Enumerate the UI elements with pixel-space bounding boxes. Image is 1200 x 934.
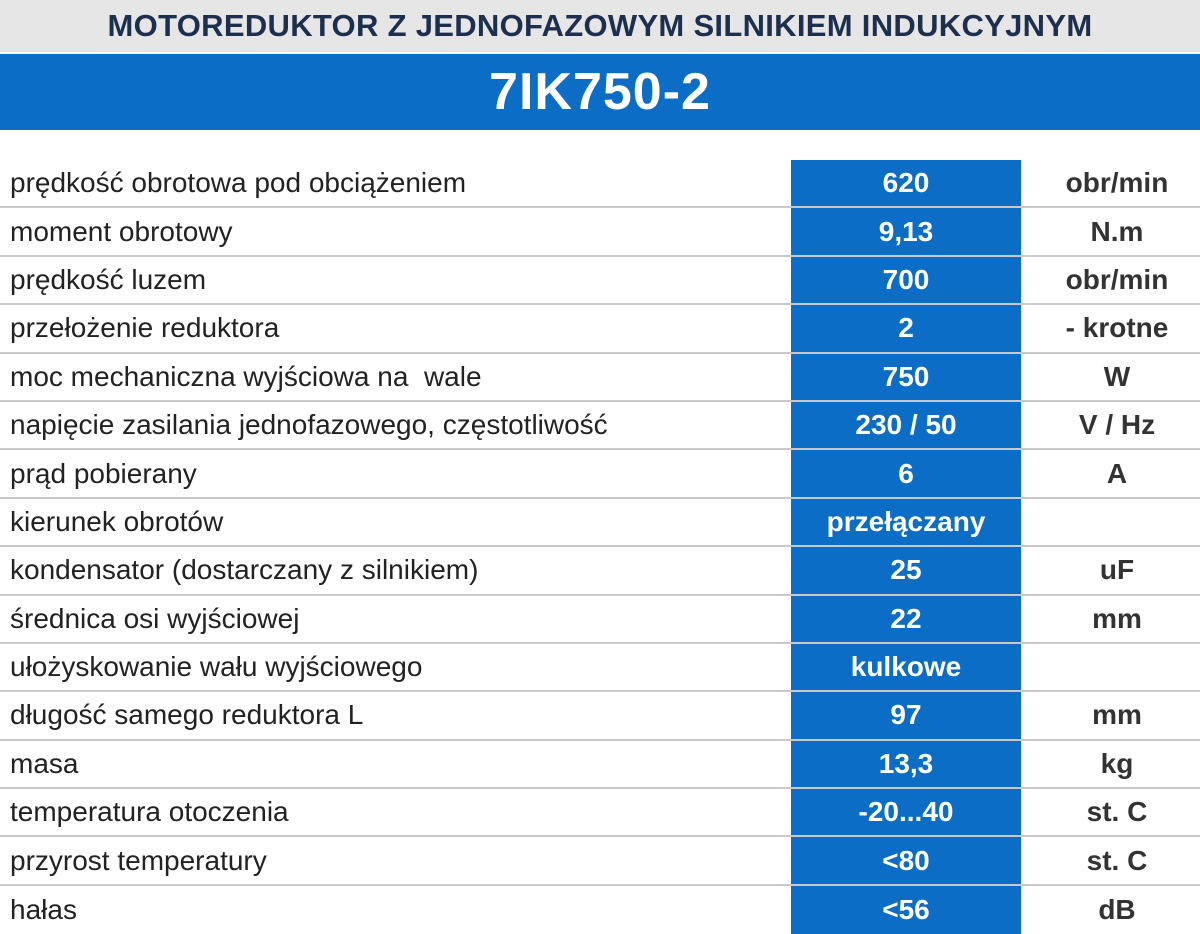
param-value: 2 <box>898 312 914 344</box>
table-row <box>0 644 1200 692</box>
param-label: średnica osi wyjściowej <box>10 602 300 634</box>
param-label: prędkość luzem <box>10 263 207 295</box>
table-row <box>0 450 1200 498</box>
param-unit: kg <box>1100 747 1134 779</box>
param-unit <box>1034 644 1200 690</box>
param-unit: dB <box>1098 894 1136 926</box>
param-label: hałas <box>10 894 77 926</box>
param-value: 25 <box>890 554 922 586</box>
param-label: przyrost temperatury <box>10 844 267 876</box>
param-unit: st. C <box>1086 796 1148 828</box>
param-unit: mm <box>1092 602 1142 634</box>
param-unit: A <box>1106 457 1128 489</box>
document-title: MOTOREDUKTOR Z JEDNOFAZOWYM SILNIKIEM INDUKCYJNYM <box>107 8 1093 43</box>
param-unit: st. C <box>1086 844 1148 876</box>
table-row <box>0 547 1200 595</box>
param-value: -20...40 <box>858 796 954 828</box>
table-row <box>0 837 1200 885</box>
param-unit: N.m <box>1090 215 1144 247</box>
param-label: prędkość obrotowa pod obciążeniem <box>10 167 467 199</box>
param-value: 22 <box>890 602 922 634</box>
param-label: temperatura otoczenia <box>10 796 289 828</box>
param-value: przełączany <box>826 505 986 537</box>
table-row <box>0 789 1200 837</box>
param-unit: W <box>1103 360 1131 392</box>
param-value: 230 / 50 <box>855 409 957 441</box>
param-value: 750 <box>882 360 930 392</box>
table-row <box>0 886 1200 934</box>
table-row <box>0 208 1200 256</box>
param-label: kondensator (dostarczany z silnikiem) <box>10 554 479 586</box>
param-unit: uF <box>1099 554 1135 586</box>
table-row <box>0 499 1200 547</box>
model-name: 7IK750-2 <box>489 63 711 121</box>
param-label: napięcie zasilania jednofazowego, częstotliwość <box>10 409 608 441</box>
model-banner <box>0 54 1200 130</box>
param-label: prąd pobierany <box>10 457 197 489</box>
param-unit: - krotne <box>1065 312 1169 344</box>
param-label: moc mechaniczna wyjściowa na wale <box>10 360 482 392</box>
param-value: 13,3 <box>878 747 934 779</box>
param-label: długość samego reduktora L <box>10 699 364 731</box>
param-label: masa <box>10 747 79 779</box>
table-row <box>0 160 1200 208</box>
table-row <box>0 402 1200 450</box>
table-row <box>0 305 1200 353</box>
param-unit: mm <box>1092 699 1142 731</box>
param-label: kierunek obrotów <box>10 505 224 537</box>
param-value: 97 <box>890 699 922 731</box>
table-row <box>0 257 1200 305</box>
param-value: 700 <box>882 263 930 295</box>
param-unit: obr/min <box>1065 167 1169 199</box>
param-value: 9,13 <box>878 215 934 247</box>
param-unit: obr/min <box>1065 263 1169 295</box>
param-value: <56 <box>882 894 930 926</box>
table-row <box>0 596 1200 644</box>
param-unit <box>1034 499 1200 545</box>
param-value: kulkowe <box>850 651 962 683</box>
param-label: przełożenie reduktora <box>10 312 280 344</box>
param-label: ułożyskowanie wału wyjściowego <box>10 651 423 683</box>
table-row <box>0 741 1200 789</box>
param-value: 620 <box>882 167 930 199</box>
table-row <box>0 354 1200 402</box>
param-label: moment obrotowy <box>10 215 233 247</box>
document-header <box>0 0 1200 52</box>
param-value: <80 <box>882 844 930 876</box>
param-unit: V / Hz <box>1078 409 1156 441</box>
param-value: 6 <box>898 457 914 489</box>
spec-table <box>0 160 1200 934</box>
table-row <box>0 692 1200 740</box>
